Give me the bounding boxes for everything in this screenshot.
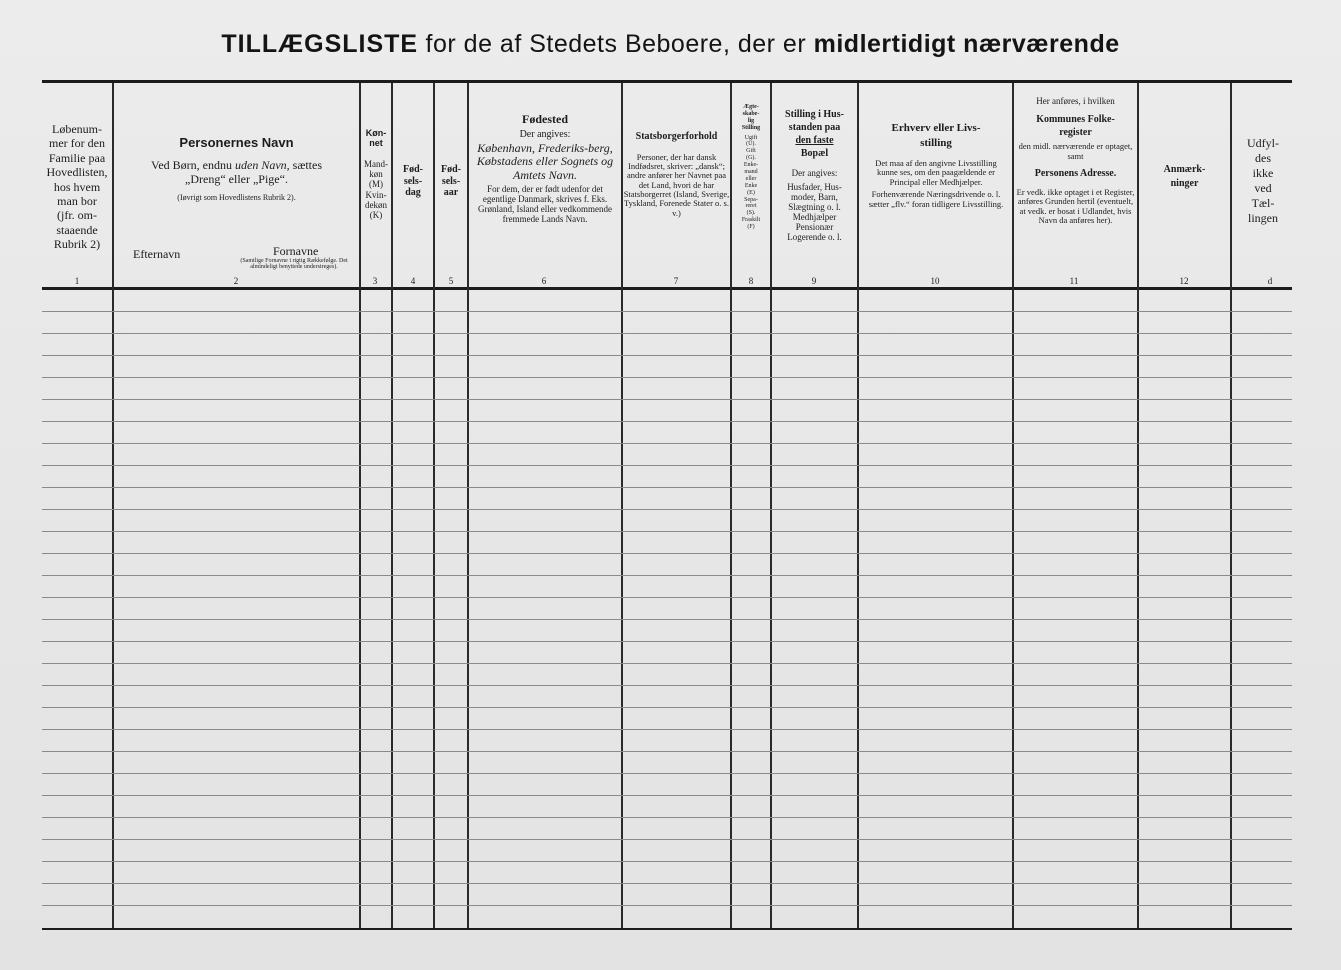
col8-line: eller: [745, 175, 757, 182]
col2-sub-lastname: Efternavn: [133, 247, 181, 261]
colnum-8: 8: [748, 276, 754, 286]
entry-row-line: [42, 707, 1292, 708]
col5-line: Fød-: [441, 164, 461, 175]
col11-body: Er vedk. ikke optaget i et Register, anføres Grunden hertil (eventuelt, at vedk. er bosat i Udlandet, hvis Navn da anføres her).: [1016, 186, 1135, 226]
colnum-2: 2: [233, 276, 239, 286]
cold-line: Tæl-: [1251, 196, 1275, 210]
title-middle: for de af Stedets Beboere, der er: [425, 30, 807, 58]
col8-line: Sepa-: [744, 196, 758, 203]
col8-line: Ugift: [744, 134, 758, 141]
col9-heading: Stilling i Hus- standen paa den faste Bopæl: [785, 109, 844, 159]
cold-header: [1232, 136, 1294, 226]
colnum-5: 5: [448, 276, 454, 286]
col-divider-4: [433, 83, 435, 928]
col11-top: Her anføres, i hvilken: [1036, 96, 1115, 106]
colnum-10: 10: [930, 276, 940, 286]
entry-row-line: [42, 531, 1292, 532]
col3-line: (M): [369, 179, 383, 190]
col1-line: Familie paa: [48, 150, 106, 165]
col10-body2: Forhenværende Næringsdrivende o. l. sætter „flv.“ foran tidligere Livsstilling.: [868, 189, 1004, 209]
col5-line: aar: [443, 187, 459, 198]
col3-line: køn: [369, 169, 383, 180]
colnum-3: 3: [372, 276, 378, 286]
cold-line: Udfyl-: [1247, 136, 1279, 150]
entry-row-line: [42, 795, 1292, 796]
entry-row-line: [42, 905, 1292, 906]
title-bold: TILLÆGSLISTE: [221, 30, 419, 58]
col1-line: staaende: [56, 222, 98, 237]
col11-heading: Kommunes Folke- register: [1036, 114, 1115, 139]
entry-row-line: [42, 399, 1292, 400]
col2-sub-firstnames-note: (Samtlige Fornavne i rigtig Rækkefølge. Det almindeligt benyttede understreges).: [240, 258, 348, 271]
entry-row-line: [42, 465, 1292, 466]
cold-line: lingen: [1248, 211, 1278, 225]
cold-line: des: [1255, 151, 1271, 165]
entry-row-line: [42, 685, 1292, 686]
entry-row-line: [42, 311, 1292, 312]
col12-line: Anmærk-: [1163, 164, 1206, 175]
col6-heading: Fødested: [522, 112, 568, 126]
col11-heading2: Personens Adresse.: [1034, 168, 1117, 180]
col8-heading: Ægte- skabe- lig Stilling: [741, 104, 761, 131]
entry-row-line: [42, 575, 1292, 576]
col1-line: Løbenum-: [52, 122, 102, 136]
entry-row-line: [42, 421, 1292, 422]
form-title: [0, 30, 1341, 59]
entry-row-line: [42, 509, 1292, 510]
header-bottom-rule: [42, 287, 1292, 290]
colnum-6: 6: [541, 276, 547, 286]
entry-row-line: [42, 553, 1292, 554]
col5-header: [435, 164, 467, 199]
col-divider-11: [1137, 83, 1139, 928]
entry-row-line: [42, 861, 1292, 862]
col8-line: (F): [747, 224, 755, 231]
col2-instruction: Ved Børn, endnu uden Navn, sættes: [151, 157, 322, 172]
col2-instruction-2: „Dreng“ eller „Pige“.: [185, 171, 288, 186]
table-bottom-rule: [42, 928, 1292, 930]
entry-row-line: [42, 773, 1292, 774]
entry-row-line: [42, 883, 1292, 884]
col3-line: dekøn: [365, 200, 387, 211]
col8-line: (E): [747, 189, 755, 196]
col2-header: [114, 136, 359, 202]
colnum-d: d: [1267, 276, 1273, 286]
col7-heading: Statsborgerforhold: [635, 131, 718, 142]
entry-row-line: [42, 817, 1292, 818]
col8-line: Gift: [746, 148, 756, 155]
col7-body: Personer, der har dansk Indfødsret, skriver: „dansk“; andre anfører her Navnet paa det Land, hvori de har Statsborgerret (Island, Sverige, Tyskland, Forenede Stater o. s. v.): [623, 151, 730, 218]
col1-line: Hovedlisten,: [46, 165, 108, 180]
col9-body: Der angives: Husfader, Hus- moder, Barn, Slægtning o. l. Medhjælper Pensionær Logerende o. l.: [787, 168, 842, 243]
col10-header: [866, 121, 1006, 209]
col6-note2: Grønland, Island eller vedkommende fremmede Lands Navn.: [478, 203, 612, 224]
col4-line: Fød-: [403, 164, 423, 175]
col1-line: (jfr. om-: [57, 208, 97, 223]
entry-row-line: [42, 729, 1292, 730]
col11-header: [1014, 96, 1137, 226]
colnum-9: 9: [811, 276, 817, 286]
entry-row-line: [42, 663, 1292, 664]
col-divider-3: [391, 83, 393, 928]
header-top-rule: [42, 80, 1292, 83]
col2-note: (Iøvrigt som Hovedlistens Rubrik 2).: [177, 192, 296, 202]
colnum-4: 4: [410, 276, 416, 286]
col11-mid: den midl. nærværende er optaget, samt: [1018, 141, 1133, 161]
entry-row-line: [42, 355, 1292, 356]
col1-line: Rubrik 2): [53, 237, 101, 252]
col3-line: Mand-: [364, 158, 388, 169]
col8-line: mand: [744, 169, 758, 176]
colnum-12: 12: [1179, 276, 1189, 286]
col4-line: sels-: [403, 175, 423, 187]
colnum-1: 1: [74, 276, 80, 286]
col2-sub-firstnames: Fornavne: [273, 244, 319, 258]
col9-header: [772, 108, 857, 243]
entry-row-line: [42, 619, 1292, 620]
col6-sub: Der angives:: [519, 128, 571, 140]
col8-line: (G).: [746, 155, 756, 162]
col8-line: (U).: [746, 141, 756, 148]
col8-header: [732, 104, 770, 231]
cold-line: ikke: [1252, 166, 1274, 180]
col5-line: sels-: [441, 175, 461, 187]
colnum-7: 7: [673, 276, 679, 286]
col8-line: Enke: [744, 182, 758, 189]
col10-body1: Det maa af den angivne Livsstilling kunne ses, om den paagældende er Principal eller Medhjælper.: [875, 157, 997, 187]
col2-heading: Personernes Navn: [179, 135, 294, 150]
col3-heading: Køn- net: [365, 128, 387, 149]
col1-line: man bor: [57, 193, 97, 208]
col12-line: ninger: [1170, 178, 1199, 189]
entry-row-line: [42, 333, 1292, 334]
col8-line: Fraskilt: [741, 217, 761, 224]
col6-note1: For dem, der er født udenfor det egentlige Danmark, skrives f. Eks.: [482, 183, 608, 204]
entry-row-line: [42, 641, 1292, 642]
col3-header: [361, 128, 391, 221]
col3-line: (K): [369, 210, 383, 221]
col-divider-9: [857, 83, 859, 928]
col8-line: (S).: [746, 210, 756, 217]
entry-row-line: [42, 839, 1292, 840]
col3-line: Kvin-: [365, 189, 387, 200]
entry-row-line: [42, 751, 1292, 752]
col7-header: [623, 131, 730, 218]
cold-line: ved: [1254, 181, 1272, 195]
entry-row-line: [42, 377, 1292, 378]
col4-line: dag: [405, 187, 421, 198]
entry-row-line: [42, 487, 1292, 488]
col8-line: reret: [745, 203, 757, 210]
title-bold-end: midlertidigt nærværende: [813, 30, 1120, 58]
col6-italic: København, Frederiks-berg, Købstadens eller Sognets og Amtets Navn.: [476, 141, 614, 182]
col12-header: [1139, 163, 1230, 191]
col1-header: [42, 122, 112, 252]
col6-header: [471, 113, 619, 224]
col-divider-1: [112, 83, 114, 928]
entry-row-line: [42, 443, 1292, 444]
col1-line: hos hvem: [53, 179, 101, 194]
col-divider-5: [467, 83, 469, 928]
col8-line: Enke-: [743, 162, 759, 169]
colnum-11: 11: [1069, 276, 1079, 286]
entry-row-line: [42, 597, 1292, 598]
col4-header: [393, 164, 433, 199]
col10-heading: Erhverv eller Livs- stilling: [891, 122, 981, 149]
col1-line: mer for den: [49, 136, 105, 151]
